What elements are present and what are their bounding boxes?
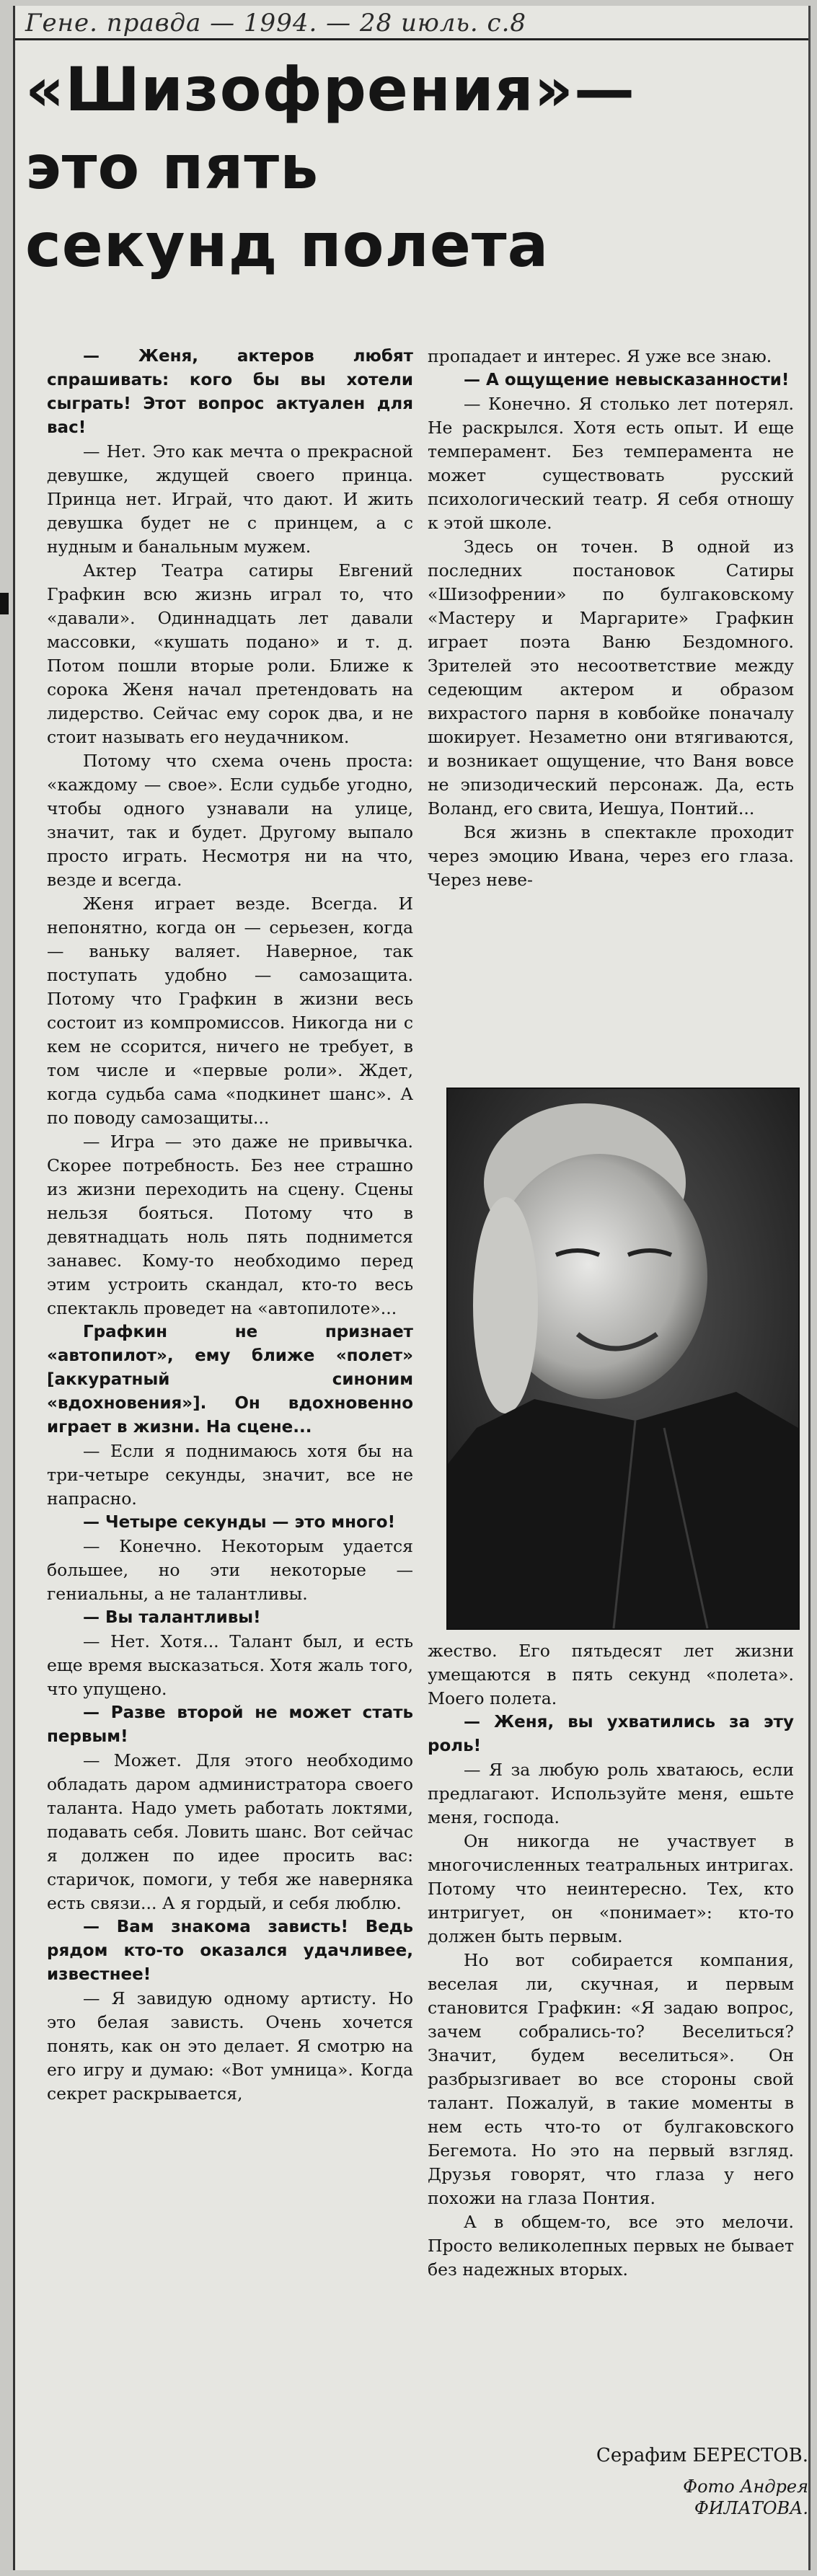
- article-paragraph: — Конечно. Некоторым удается большее, но эти некоторые — гениальны, а не талантливы.: [47, 1536, 413, 1604]
- article-paragraph: — Я завидую одному артисту. Но это белая зависть. Очень хочется понять, как он это делает. Я смотрю на его игру и думаю: «Вот умница». Когда секрет раскрывается,: [47, 1988, 413, 2104]
- interview-question: — Вам знакома зависть! Ведь рядом кто-то оказался удачливее, известнее!: [47, 1918, 413, 1984]
- newspaper-clipping: [13, 6, 811, 2570]
- margin-mark: [0, 593, 9, 614]
- headline-line-1: «Шизофрения»—: [25, 54, 635, 125]
- article-headline: [25, 50, 790, 284]
- article-paragraph: жество. Его пятьдесят лет жизни умещаются в пять секунд «полета». Моего полета.: [428, 1641, 794, 1708]
- actor-portrait-photo: [446, 1088, 800, 1630]
- article-paragraph: А в общем-то, все это мелочи. Просто великолепных первых не бывает без надежных вторых.: [428, 2212, 794, 2280]
- interview-question: Графкин не признает «автопилот», ему ближе «полет» [аккуратный синоним «вдохновения»]. Он вдохновенно играет в жизни. На сцене...: [47, 1323, 413, 1437]
- photo-credit: [505, 2476, 808, 2519]
- article-paragraph: Потому что схема очень проста: «каждому — свое». Если судьбе угодно, чтобы одного узнавали на улице, значит, так и будет. Другому выпало просто играть. Несмотря ни на что, везде и всегда.: [47, 751, 413, 890]
- photo-credit-line-2: ФИЛАТОВА.: [694, 2498, 808, 2518]
- article-paragraph: Женя играет везде. Всегда. И непонятно, когда он — серьезен, когда — ваньку валяет. Наверное, так поступать удобно — самозащита. Потому что Графкин в жизни весь состоит из компромиссов. Никогда ни с кем не ссорится, ничего не требует, в том числе и «первые роли». Ждет, когда судьба сама «подкинет шанс». А по поводу самозащиты...: [47, 894, 413, 1128]
- interview-question: — Женя, актеров любят спрашивать: кого бы вы хотели сыграть! Этот вопрос актуален для вас!: [47, 347, 413, 437]
- handwritten-source-note: Гене. правда — 1994. — 28 июль. с.8: [15, 6, 808, 40]
- article-paragraph: — Если я поднимаюсь хотя бы на три-четыре секунды, значит, все не напрасно.: [47, 1441, 413, 1509]
- article-paragraph: Здесь он точен. В одной из последних постановок Сатиры «Шизофрении» по булгаковскому «Мастеру и Маргарите» Графкин играет поэта Ваню Бездомного. Зрителей это несоответствие между седеющим актером и образом вихрастого парня в ковбойке поначалу шокирует. Незаметно они втягиваются, и возникает ощущение, что Ваня вовсе не эпизодический персонаж. Да, есть Воланд, его свита, Иешуа, Понтий...: [428, 537, 794, 819]
- portrait-image: [448, 1089, 798, 1628]
- article-paragraph: — Игра — это даже не привычка. Скорее потребность. Без нее страшно из жизни переходить на сцену. Сцены нельзя бояться. Потому что в девятнадцать ноль пять поднимется занавес. Кому-то необходимо перед этим устроить скандал, кто-то весь спектакль проведет на «автопилоте»...: [47, 1132, 413, 1318]
- interview-question: — Вы талантливы!: [83, 1608, 261, 1627]
- article-paragraph: Он никогда не участвует в многочисленных театральных интригах. Потому что неинтересно. Тех, кто интригует, он «понимает»: кто-то должен быть первым.: [428, 1831, 794, 1946]
- headline-line-2: это пять: [25, 132, 319, 203]
- article-paragraph: — Я за любую роль хватаюсь, если предлагают. Используйте меня, ешьте меня, господа.: [428, 1760, 794, 1827]
- interview-question: — Разве второй не может стать первым!: [47, 1703, 413, 1746]
- article-paragraph: — Нет. Это как мечта о прекрасной девушке, ждущей своего принца. Принца нет. Играй, что дают. И жить девушка будет не с принцем, а с нудным и банальным мужем.: [47, 441, 413, 557]
- article-column-2-top: [428, 345, 794, 892]
- photo-credit-line-1: Фото Андрея: [683, 2476, 808, 2497]
- interview-question: — Четыре секунды — это много!: [83, 1513, 396, 1532]
- article-paragraph: — Может. Для этого необходимо обладать даром администратора своего таланта. Надо уметь работать локтями, подавать себя. Ловить шанс. Вот сейчас я должен по идее просить вас: старичок, помоги, у тебя же наверняка есть связи... А я гордый, и себя люблю.: [47, 1750, 413, 1913]
- interview-question: — А ощущение невысказанности!: [464, 371, 790, 389]
- article-paragraph: Вся жизнь в спектакле проходит через эмоцию Ивана, через его глаза. Через неве-: [428, 822, 794, 890]
- article-paragraph: Но вот собирается компания, веселая ли, скучная, и первым становится Графкин: «Я задаю вопрос, зачем собрались-то? Веселиться? Значит, будем веселиться». Он разбрызгивает во все стороны свой талант. Пожалуй, в такие моменты в нем есть что-то от булгаковского Бегемота. Но это на первый взгляд. Друзья говорят, что глаза у него похожи на глаза Понтия.: [428, 1950, 794, 2208]
- article-paragraph: — Конечно. Я столько лет потерял. Не раскрылся. Хотя есть опыт. И еще темперамент. Без темперамента не может существовать русский психологический театр. Я себя отношу к этой школе.: [428, 394, 794, 533]
- author-signature: Серафим БЕРЕСТОВ.: [596, 2445, 808, 2466]
- headline-line-3: секунд полета: [25, 210, 549, 281]
- article-paragraph: Актер Театра сатиры Евгений Графкин всю жизнь играл то, что «давали». Одиннадцать лет давали массовки, «кушать подано» и т. д. Потом пошли вторые роли. Ближе к сорока Женя начал претендовать на лидерство. Сейчас ему сорок два, и не стоит называть его неудачником.: [47, 560, 413, 747]
- interview-question: — Женя, вы ухватились за эту роль!: [428, 1713, 794, 1755]
- article-paragraph: — Нет. Хотя... Талант был, и есть еще время высказаться. Хотя жаль того, что упущено.: [47, 1631, 413, 1699]
- article-column-1: [47, 345, 413, 2106]
- article-column-2-bottom: [428, 1639, 794, 2282]
- article-paragraph: пропадает и интерес. Я уже все знаю.: [428, 346, 772, 366]
